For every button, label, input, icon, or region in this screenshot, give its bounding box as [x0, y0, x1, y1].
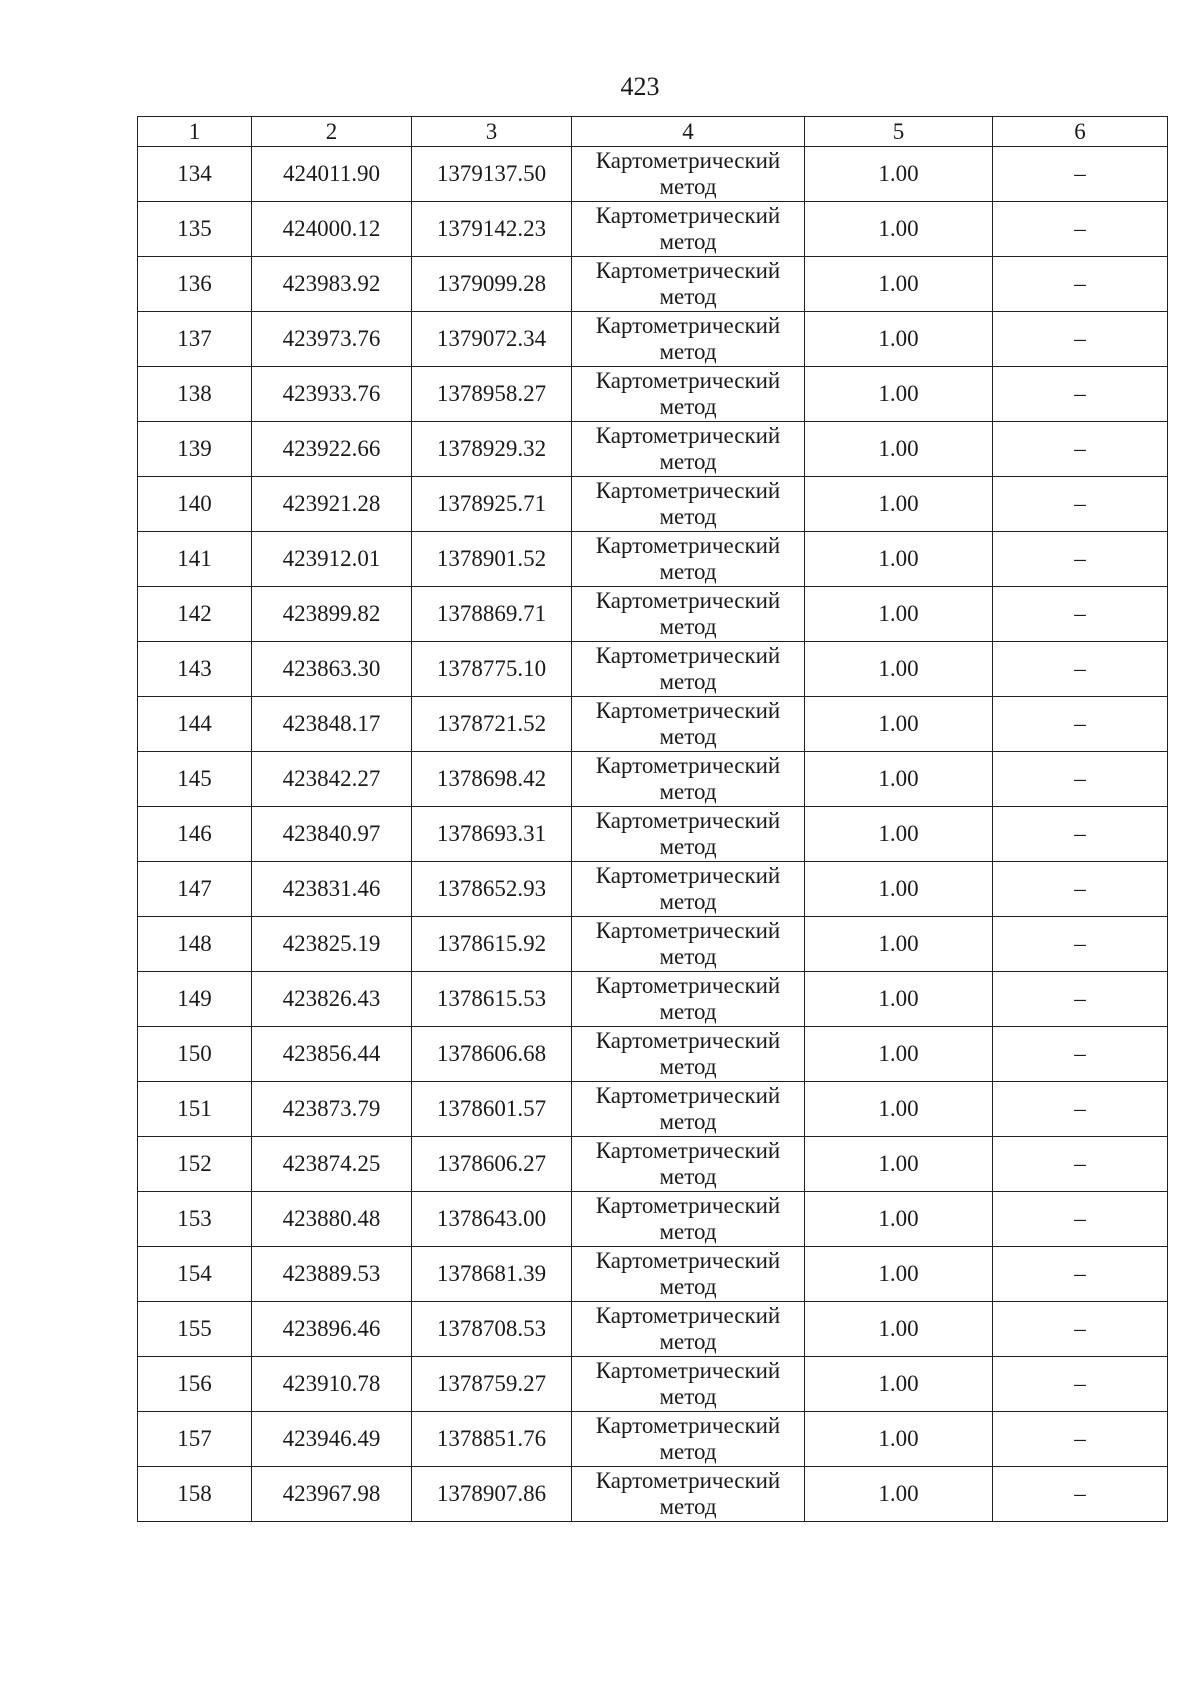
table-row: [138, 1247, 1168, 1302]
accuracy-cell: 1.00: [805, 312, 993, 367]
point-number-cell: 148: [138, 917, 252, 972]
note-cell: –: [993, 422, 1168, 477]
table-row: [138, 807, 1168, 862]
x-coordinate-cell: 423880.48: [252, 1192, 412, 1247]
point-number-cell: 150: [138, 1027, 252, 1082]
method-cell: Картометрический метод: [572, 642, 805, 697]
note-cell: –: [993, 1027, 1168, 1082]
accuracy-cell: 1.00: [805, 1412, 993, 1467]
table-row: [138, 752, 1168, 807]
accuracy-cell: 1.00: [805, 422, 993, 477]
note-cell: –: [993, 147, 1168, 202]
x-coordinate-cell: 424011.90: [252, 147, 412, 202]
note-cell: –: [993, 1137, 1168, 1192]
method-cell: Картометрический метод: [572, 972, 805, 1027]
y-coordinate-cell: 1379142.23: [412, 202, 572, 257]
method-cell: Картометрический метод: [572, 147, 805, 202]
note-cell: –: [993, 1357, 1168, 1412]
y-coordinate-cell: 1378698.42: [412, 752, 572, 807]
point-number-cell: 145: [138, 752, 252, 807]
method-cell: Картометрический метод: [572, 422, 805, 477]
note-cell: –: [993, 752, 1168, 807]
table-row: [138, 972, 1168, 1027]
table-header: [138, 117, 1168, 147]
point-number-cell: 158: [138, 1467, 252, 1522]
x-coordinate-cell: 423825.19: [252, 917, 412, 972]
note-cell: –: [993, 917, 1168, 972]
y-coordinate-cell: 1378929.32: [412, 422, 572, 477]
accuracy-cell: 1.00: [805, 532, 993, 587]
column-header-2: 2: [252, 117, 412, 147]
x-coordinate-cell: 423921.28: [252, 477, 412, 532]
note-cell: –: [993, 532, 1168, 587]
column-header-1: 1: [138, 117, 252, 147]
coordinates-table: [137, 116, 1168, 1522]
note-cell: –: [993, 807, 1168, 862]
y-coordinate-cell: 1379137.50: [412, 147, 572, 202]
point-number-cell: 146: [138, 807, 252, 862]
note-cell: –: [993, 367, 1168, 422]
point-number-cell: 142: [138, 587, 252, 642]
table-row: [138, 1467, 1168, 1522]
x-coordinate-cell: 423831.46: [252, 862, 412, 917]
y-coordinate-cell: 1378958.27: [412, 367, 572, 422]
table-row: [138, 642, 1168, 697]
y-coordinate-cell: 1378869.71: [412, 587, 572, 642]
y-coordinate-cell: 1378901.52: [412, 532, 572, 587]
method-cell: Картометрический метод: [572, 1027, 805, 1082]
y-coordinate-cell: 1378907.86: [412, 1467, 572, 1522]
table-row: [138, 257, 1168, 312]
table-row: [138, 477, 1168, 532]
point-number-cell: 139: [138, 422, 252, 477]
x-coordinate-cell: 423842.27: [252, 752, 412, 807]
x-coordinate-cell: 423889.53: [252, 1247, 412, 1302]
x-coordinate-cell: 423874.25: [252, 1137, 412, 1192]
accuracy-cell: 1.00: [805, 587, 993, 642]
column-header-3: 3: [412, 117, 572, 147]
column-header-4: 4: [572, 117, 805, 147]
accuracy-cell: 1.00: [805, 1247, 993, 1302]
x-coordinate-cell: 423848.17: [252, 697, 412, 752]
note-cell: –: [993, 587, 1168, 642]
table-row: [138, 147, 1168, 202]
table-row: [138, 1027, 1168, 1082]
point-number-cell: 137: [138, 312, 252, 367]
accuracy-cell: 1.00: [805, 752, 993, 807]
x-coordinate-cell: 423910.78: [252, 1357, 412, 1412]
method-cell: Картометрический метод: [572, 312, 805, 367]
accuracy-cell: 1.00: [805, 367, 993, 422]
method-cell: Картометрический метод: [572, 697, 805, 752]
method-cell: Картометрический метод: [572, 752, 805, 807]
point-number-cell: 155: [138, 1302, 252, 1357]
note-cell: –: [993, 477, 1168, 532]
y-coordinate-cell: 1378615.53: [412, 972, 572, 1027]
accuracy-cell: 1.00: [805, 807, 993, 862]
point-number-cell: 136: [138, 257, 252, 312]
accuracy-cell: 1.00: [805, 1302, 993, 1357]
point-number-cell: 154: [138, 1247, 252, 1302]
y-coordinate-cell: 1378606.27: [412, 1137, 572, 1192]
note-cell: –: [993, 642, 1168, 697]
accuracy-cell: 1.00: [805, 917, 993, 972]
method-cell: Картометрический метод: [572, 1302, 805, 1357]
y-coordinate-cell: 1378615.92: [412, 917, 572, 972]
table-row: [138, 1302, 1168, 1357]
y-coordinate-cell: 1378606.68: [412, 1027, 572, 1082]
point-number-cell: 134: [138, 147, 252, 202]
accuracy-cell: 1.00: [805, 1137, 993, 1192]
method-cell: Картометрический метод: [572, 1357, 805, 1412]
method-cell: Картометрический метод: [572, 1137, 805, 1192]
x-coordinate-cell: 423826.43: [252, 972, 412, 1027]
note-cell: –: [993, 1412, 1168, 1467]
accuracy-cell: 1.00: [805, 642, 993, 697]
x-coordinate-cell: 423967.98: [252, 1467, 412, 1522]
point-number-cell: 152: [138, 1137, 252, 1192]
method-cell: Картометрический метод: [572, 1082, 805, 1137]
method-cell: Картометрический метод: [572, 1247, 805, 1302]
x-coordinate-cell: 423863.30: [252, 642, 412, 697]
x-coordinate-cell: 423933.76: [252, 367, 412, 422]
table-row: [138, 1082, 1168, 1137]
method-cell: Картометрический метод: [572, 257, 805, 312]
note-cell: –: [993, 1467, 1168, 1522]
point-number-cell: 141: [138, 532, 252, 587]
point-number-cell: 140: [138, 477, 252, 532]
method-cell: Картометрический метод: [572, 477, 805, 532]
y-coordinate-cell: 1378643.00: [412, 1192, 572, 1247]
page-number: 423: [620, 72, 660, 101]
table-row: [138, 1137, 1168, 1192]
column-header-6: 6: [993, 117, 1168, 147]
method-cell: Картометрический метод: [572, 532, 805, 587]
method-cell: Картометрический метод: [572, 1192, 805, 1247]
point-number-cell: 151: [138, 1082, 252, 1137]
y-coordinate-cell: 1378851.76: [412, 1412, 572, 1467]
header-row: [138, 117, 1168, 147]
method-cell: Картометрический метод: [572, 367, 805, 422]
table-row: [138, 697, 1168, 752]
table-row: [138, 587, 1168, 642]
y-coordinate-cell: 1378681.39: [412, 1247, 572, 1302]
method-cell: Картометрический метод: [572, 807, 805, 862]
note-cell: –: [993, 862, 1168, 917]
table-row: [138, 367, 1168, 422]
y-coordinate-cell: 1378721.52: [412, 697, 572, 752]
accuracy-cell: 1.00: [805, 862, 993, 917]
accuracy-cell: 1.00: [805, 147, 993, 202]
table-row: [138, 532, 1168, 587]
y-coordinate-cell: 1378708.53: [412, 1302, 572, 1357]
table-body: [138, 147, 1168, 1522]
y-coordinate-cell: 1379072.34: [412, 312, 572, 367]
accuracy-cell: 1.00: [805, 1467, 993, 1522]
point-number-cell: 149: [138, 972, 252, 1027]
x-coordinate-cell: 424000.12: [252, 202, 412, 257]
method-cell: Картометрический метод: [572, 862, 805, 917]
x-coordinate-cell: 423973.76: [252, 312, 412, 367]
x-coordinate-cell: 423896.46: [252, 1302, 412, 1357]
accuracy-cell: 1.00: [805, 257, 993, 312]
y-coordinate-cell: 1379099.28: [412, 257, 572, 312]
x-coordinate-cell: 423983.92: [252, 257, 412, 312]
method-cell: Картометрический метод: [572, 917, 805, 972]
method-cell: Картометрический метод: [572, 1412, 805, 1467]
note-cell: –: [993, 697, 1168, 752]
point-number-cell: 135: [138, 202, 252, 257]
note-cell: –: [993, 257, 1168, 312]
x-coordinate-cell: 423922.66: [252, 422, 412, 477]
accuracy-cell: 1.00: [805, 972, 993, 1027]
x-coordinate-cell: 423873.79: [252, 1082, 412, 1137]
accuracy-cell: 1.00: [805, 477, 993, 532]
table-row: [138, 312, 1168, 367]
note-cell: –: [993, 1302, 1168, 1357]
point-number-cell: 138: [138, 367, 252, 422]
y-coordinate-cell: 1378693.31: [412, 807, 572, 862]
table-row: [138, 917, 1168, 972]
point-number-cell: 147: [138, 862, 252, 917]
note-cell: –: [993, 1082, 1168, 1137]
y-coordinate-cell: 1378759.27: [412, 1357, 572, 1412]
point-number-cell: 157: [138, 1412, 252, 1467]
accuracy-cell: 1.00: [805, 697, 993, 752]
accuracy-cell: 1.00: [805, 202, 993, 257]
y-coordinate-cell: 1378601.57: [412, 1082, 572, 1137]
note-cell: –: [993, 972, 1168, 1027]
method-cell: Картометрический метод: [572, 587, 805, 642]
y-coordinate-cell: 1378925.71: [412, 477, 572, 532]
accuracy-cell: 1.00: [805, 1357, 993, 1412]
y-coordinate-cell: 1378775.10: [412, 642, 572, 697]
note-cell: –: [993, 1247, 1168, 1302]
method-cell: Картометрический метод: [572, 1467, 805, 1522]
x-coordinate-cell: 423899.82: [252, 587, 412, 642]
table-row: [138, 1412, 1168, 1467]
x-coordinate-cell: 423840.97: [252, 807, 412, 862]
point-number-cell: 156: [138, 1357, 252, 1412]
point-number-cell: 144: [138, 697, 252, 752]
point-number-cell: 143: [138, 642, 252, 697]
x-coordinate-cell: 423946.49: [252, 1412, 412, 1467]
table-row: [138, 422, 1168, 477]
point-number-cell: 153: [138, 1192, 252, 1247]
table-row: [138, 1357, 1168, 1412]
accuracy-cell: 1.00: [805, 1082, 993, 1137]
y-coordinate-cell: 1378652.93: [412, 862, 572, 917]
accuracy-cell: 1.00: [805, 1192, 993, 1247]
method-cell: Картометрический метод: [572, 202, 805, 257]
note-cell: –: [993, 1192, 1168, 1247]
note-cell: –: [993, 312, 1168, 367]
x-coordinate-cell: 423912.01: [252, 532, 412, 587]
table-row: [138, 862, 1168, 917]
x-coordinate-cell: 423856.44: [252, 1027, 412, 1082]
accuracy-cell: 1.00: [805, 1027, 993, 1082]
column-header-5: 5: [805, 117, 993, 147]
note-cell: –: [993, 202, 1168, 257]
table-row: [138, 202, 1168, 257]
table-row: [138, 1192, 1168, 1247]
